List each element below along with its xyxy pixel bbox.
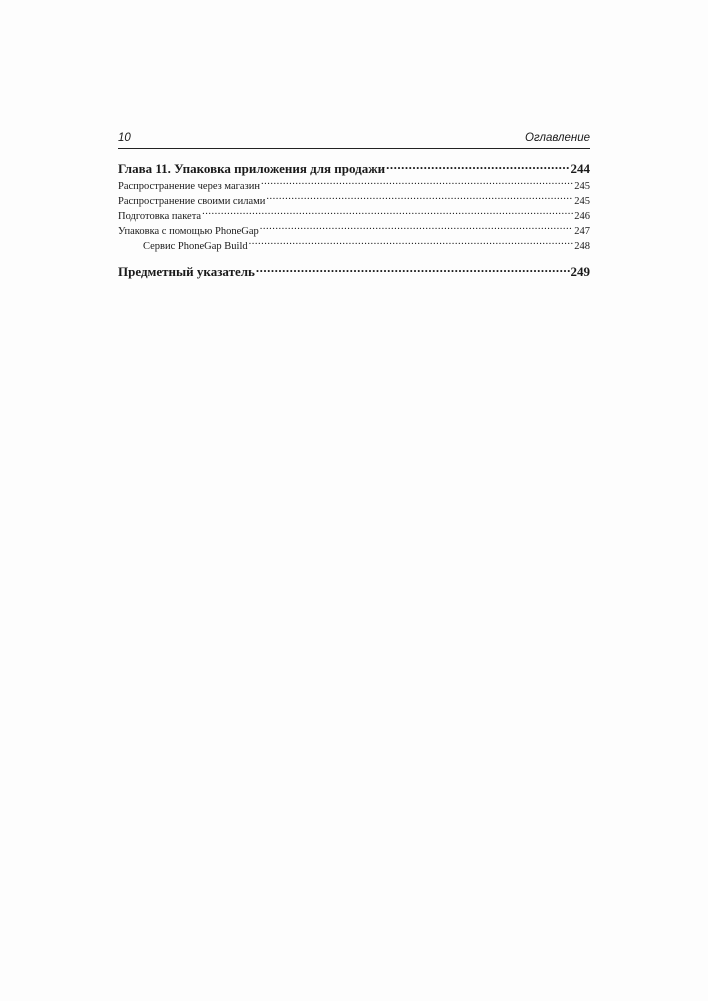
toc-entry-label: Распространение через магазин xyxy=(118,180,260,192)
toc-subsection-entry[interactable] xyxy=(118,238,590,253)
dot-leader xyxy=(266,193,573,204)
toc-entry-label: Предметный указатель xyxy=(118,264,255,279)
toc-entry-page: 248 xyxy=(574,240,590,252)
dot-leader xyxy=(249,238,574,249)
toc-entry-page: 245 xyxy=(574,180,590,192)
toc-entry-label: Глава 11. Упаковка приложения для продажи xyxy=(118,161,386,176)
dot-leader xyxy=(260,223,574,234)
toc-entry-page: 246 xyxy=(574,210,590,222)
toc-entry-page: 249 xyxy=(570,264,590,279)
page-number: 10 xyxy=(118,132,131,144)
toc-entry-page: 247 xyxy=(574,225,590,237)
dot-leader xyxy=(256,263,570,276)
dot-leader xyxy=(202,208,573,219)
table-of-contents xyxy=(118,160,590,280)
dot-leader xyxy=(386,160,569,173)
toc-entry-page: 244 xyxy=(570,161,590,176)
toc-section-entry[interactable] xyxy=(118,193,590,208)
toc-entry-label: Сервис PhoneGap Build xyxy=(143,240,248,252)
running-header xyxy=(118,130,590,149)
toc-section-entry[interactable] xyxy=(118,208,590,223)
toc-index-entry[interactable] xyxy=(118,263,590,280)
toc-entry-label: Подготовка пакета xyxy=(118,210,202,222)
toc-entry-label: Распространение своими силами xyxy=(118,195,266,207)
running-header-title: Оглавление xyxy=(525,132,590,144)
toc-entry-label: Упаковка с помощью PhoneGap xyxy=(118,225,259,237)
toc-chapter-entry[interactable] xyxy=(118,160,590,177)
toc-section-entry[interactable] xyxy=(118,223,590,238)
toc-section-entry[interactable] xyxy=(118,178,590,193)
toc-entry-page: 245 xyxy=(574,195,590,207)
dot-leader xyxy=(261,178,573,189)
